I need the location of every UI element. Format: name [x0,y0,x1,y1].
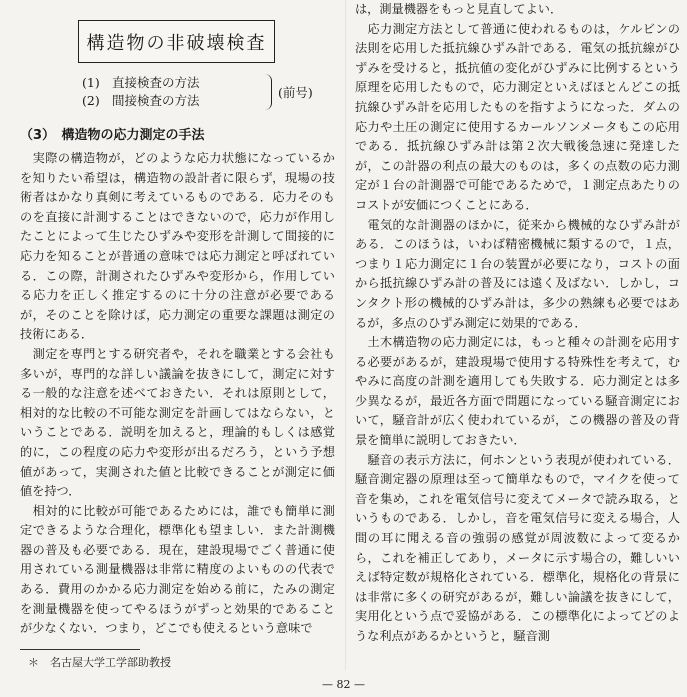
toc-note: (前号) [278,85,313,100]
paragraph: 電気的な計測器のほかに，従来から機械的なひずみ計がある．このほうは，いわば精密機械に類するので，１点，つまり１応力測定に１台の装置が必要になり，コストの面から抵抗線ひずみ計の普及には遠く及ばない．しかし，コンタクト形の機械的ひずみ計は，多少の熟練も必要ではあるが，多点のひずみ測定に効果的である． [355,217,680,330]
page-number: — 82 — [322,678,365,691]
toc-brace [265,74,272,110]
toc-item-number: (2) [82,93,100,108]
paragraph: 測定を専門とする研究者や，それを職業とする会社も多いが，専門的な詳しい議論を抜きにして，測定に対する一般的な注意を述べておきたい．それは原則として，相対的な比較の不可能な測定を計画してはならない，ということである．説明を加えると，理論的もしくは感覚的に，この程度の応力や変形が出るだろう，という予想値があって，実測された値と比較できることが測定に価値を持つ． [20,346,335,499]
paragraph: は，測量機器をもっと見直してよい． [355,2,563,16]
toc-item [82,74,200,92]
right-column [355,0,680,647]
paragraph: 相対的に比較が可能であるためには，誰でも簡単に測定できるような合理化，標準化も望ましい．また計測機器の普及も必要である．現在，建設現場でごく普通に使用されている測量機器は非常に精度のよいものの代表である．費用のかかる応力測定を始める前に，たみの測定を測量機器を使ってやるほうがずっと効果的であることが少なくない．つまり，どこでも使えるという意味で [20,503,335,636]
footnote: ＊ 名古屋大学工学部助教授 [28,656,171,669]
paragraph: 応力測定方法として普通に使われるものは，ケルビンの法則を応用した抵抗線ひずみ計である．電気の抵抗線がひずみを受けると，抵抗値の変化がひずみに比例するという原理を応用したもので，応力測定といえばほとんどこの抵抗線ひずみ計を応用したものを指すようになった．ダムの応力や土圧の測定に使用するカールソンメータもこの応用である．抵抗線ひずみ計は第２次大戦後急速に発達したが，この計器の利点の最大のものは，多くの点数の応力測定が１台の計測器で可能であるためで，１測定点あたりのコストが安価につくことにある． [355,21,680,212]
paragraph: 実際の構造物が，どのような応力状態になっているかを知りたい希望は，構造物の設計者に限らず，現場の技術者はかなり真剣に考えているものである．応力そのものを直接に計測することはできないので，応力が作用したことによって生じたひずみや変形を計測して間接的に応力を知ることが普通の意味では応力測定と呼ばれている．この際，計測されたひずみや変形から，作用している応力を正しく推定するのに十分の注意が必要であるが，そのことを除けば，応力測定の重要な課題は測定の技術にある． [20,151,335,342]
left-column [20,149,335,639]
table-of-contents [82,74,313,110]
toc-item-label: 間接検査の方法 [112,93,200,108]
footnote-rule [20,649,140,650]
toc-item-label: 直接検査の方法 [112,75,200,90]
article-title-box [78,20,275,63]
paragraph: 土木構造物の応力測定には，もっと種々の計測を応用する必要があるが，建設現場で使用する特殊性を考えて，むやみに高度の計測を適用しても失敗する．応力測定とは多少異なるが，最近各方面で問題になっている騒音測定において，騒音計が広く使われているが，この機器の普及の背景を簡単に説明しておきたい． [355,335,680,448]
section-heading: （3） 構造物の応力測定の手法 [20,128,205,143]
toc-item-number: (1) [82,75,100,90]
column-divider [345,0,346,670]
toc-item [82,92,200,110]
paragraph: 騒音の表示方法に，何ホンという表現が使われている．騒音測定器の原理は至って簡単なもので，マイクを使って音を集め，これを電気信号に変えてメータで読み取る，というものである．しかし，音を電気信号に変える場合，人間の耳に聞える音の強弱の感覚が周波数によって変るから，これを補正してあり，メータに示す場合の，難しいいえば特定数が規格化されている．標準化，規格化の背景には非常に多くの研究があるが，難しい論議を抜きにして，実用化という点で妥協がある．この標準化によってどのような利点があるかというと，騒音測 [355,452,680,643]
article-title: 構造物の非破壊検査 [86,32,267,54]
